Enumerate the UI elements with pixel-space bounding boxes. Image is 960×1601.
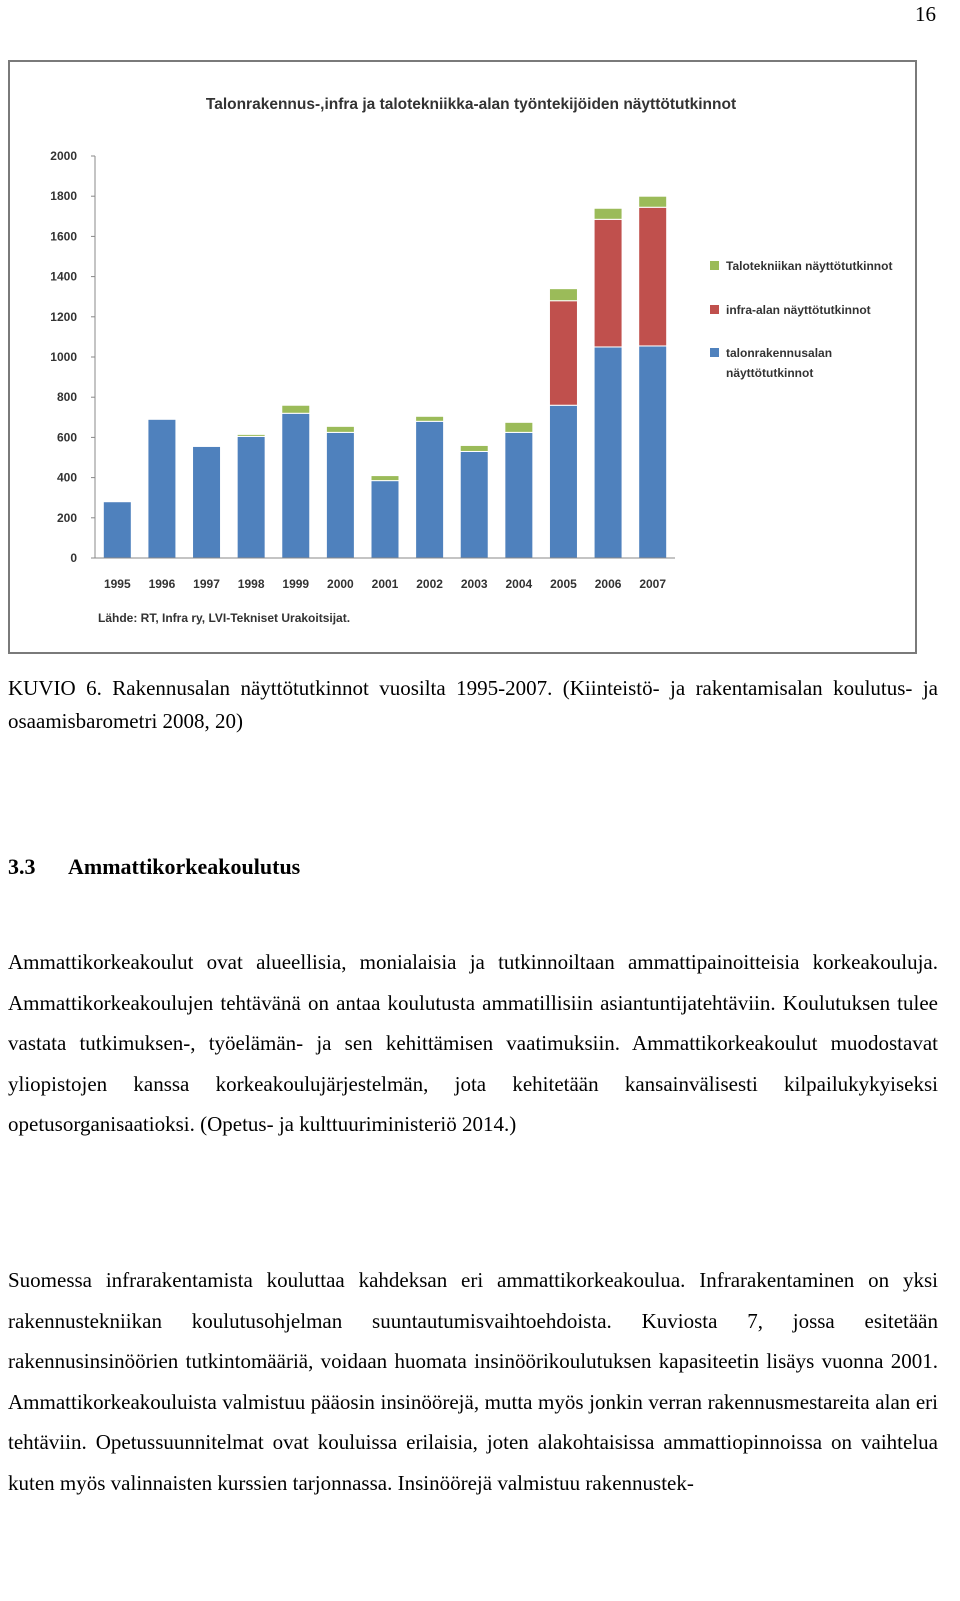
legend-swatch	[710, 348, 719, 357]
legend-label: infra-alan näyttötutkinnot	[726, 303, 871, 317]
bar-segment	[549, 301, 577, 406]
x-tick-label: 2004	[505, 577, 533, 591]
y-tick-label: 0	[70, 551, 77, 565]
bar-segment	[505, 432, 533, 558]
bar-segment	[282, 413, 310, 558]
y-tick-label: 1800	[50, 189, 77, 204]
paragraph-1: Ammattikorkeakoulut ovat alueellisia, monialaisia ja tutkinnoiltaan ammattipainoitteisia korkeakouluja. Ammattikorkeakoulujen tehtävänä on antaa koulutusta ammatillisiin asiantuntijatehtäviin. Koulutuksen tulee vastata tutkimuksen-, työelämän- ja sen kehittämisen vaatimuksiin. Ammattikorkeakoulut muodostavat yliopistojen kanssa korkeakoulujärjestelmän, jota kehitetään kansainvälisesti kilpailukykyiseksi opetusorganisaatioksi. (Opetus- ja kulttuuriministeriö 2014.)	[8, 950, 938, 1137]
bar-segment	[594, 347, 622, 558]
x-tick-label: 2006	[594, 577, 622, 591]
bar-segment	[416, 416, 444, 421]
bar-segment	[505, 422, 533, 432]
bar-segment	[549, 289, 577, 301]
bar-segment	[193, 446, 221, 558]
bar-segment	[460, 445, 488, 451]
section-title: Ammattikorkeakoulutus	[68, 854, 301, 879]
bar-segment	[639, 196, 667, 207]
legend-swatch	[710, 261, 719, 270]
section-number: 3.3	[8, 854, 36, 879]
y-tick-label: 600	[56, 430, 77, 445]
legend-label: talonrakennusalan	[726, 346, 833, 360]
bar-segment	[460, 451, 488, 558]
x-tick-label: 2005	[550, 577, 577, 591]
x-tick-label: 2002	[416, 577, 443, 591]
x-tick-label: 2001	[371, 577, 399, 591]
bar-segment	[237, 434, 265, 436]
bar-segment	[594, 208, 622, 219]
x-tick-label: 2007	[639, 577, 667, 591]
section-heading	[8, 854, 300, 880]
legend-swatch	[710, 305, 719, 314]
y-tick-label: 400	[56, 470, 77, 485]
bar-segment	[148, 419, 176, 558]
bar-segment	[326, 426, 354, 432]
x-tick-label: 1996	[148, 577, 176, 591]
figure-chart	[8, 60, 917, 654]
x-tick-label: 2000	[327, 577, 354, 591]
y-tick-label: 800	[56, 390, 77, 405]
bars	[103, 196, 666, 558]
bar-segment	[371, 476, 399, 481]
legend-label: Talotekniikan näyttötutkinnot	[726, 259, 893, 273]
y-tick-label: 1600	[50, 229, 77, 244]
y-tick-label: 1200	[50, 309, 77, 324]
page-number: 16	[915, 2, 936, 26]
stacked-bar-chart	[10, 62, 915, 652]
y-axis	[50, 149, 95, 565]
bar-segment	[594, 219, 622, 347]
chart-title: Talonrakennus-,infra ja talotekniikka-alan työntekijöiden näyttötutkinnot	[205, 96, 737, 113]
bar-segment	[237, 436, 265, 558]
legend-label: näyttötutkinnot	[726, 366, 814, 380]
y-tick-label: 1000	[50, 350, 77, 364]
x-tick-label: 1999	[282, 577, 310, 591]
bar-segment	[549, 405, 577, 558]
bar-segment	[326, 432, 354, 558]
bar-segment	[282, 405, 310, 413]
bar-segment	[371, 481, 399, 558]
figure-caption: KUVIO 6. Rakennusalan näyttötutkinnot vuosilta 1995-2007. (Kiinteistö- ja rakentamisalan koulutus- ja osaamisbarometri 2008, 20)	[8, 676, 938, 733]
paragraph-2: Suomessa infrarakentamista kouluttaa kahdeksan eri ammattikorkeakoulua. Infrarakentaminen on yksi rakennustekniikan koulutusohjelman suuntautumisvaihtoehdoista. Kuviosta 7, jossa esitetään rakennusinsinöörien tutkintomääriä, voidaan huomata insinöörikoulutuksen kapasiteetin lisäys vuonna 2001. Ammattikorkeakouluista valmistuu pääosin insinöörejä, mutta myös jonkin verran rakennusmestareita alan eri tehtäviin. Opetussuunnitelmat ovat kouluissa erilaisia, joten alakohtaisissa ammattiopinnoissa on vaihtelua kuten myös valinnaisten kurssien tarjonnassa. Insinöörejä valmistuu rakennustek-	[8, 1268, 938, 1495]
x-axis	[95, 558, 675, 591]
bar-segment	[639, 346, 667, 558]
source-note: Lähde: RT, Infra ry, LVI-Tekniset Urakoitsijat.	[98, 611, 351, 625]
y-tick-label: 1400	[50, 269, 77, 284]
bar-segment	[416, 421, 444, 558]
bar-segment	[103, 502, 131, 558]
x-tick-label: 2003	[460, 577, 488, 591]
x-tick-label: 1995	[103, 577, 131, 591]
legend	[710, 259, 892, 380]
x-tick-label: 1997	[193, 577, 220, 591]
x-tick-label: 1998	[237, 577, 265, 591]
y-tick-label: 2000	[50, 149, 77, 163]
bar-segment	[639, 207, 667, 346]
y-tick-label: 200	[56, 510, 77, 525]
